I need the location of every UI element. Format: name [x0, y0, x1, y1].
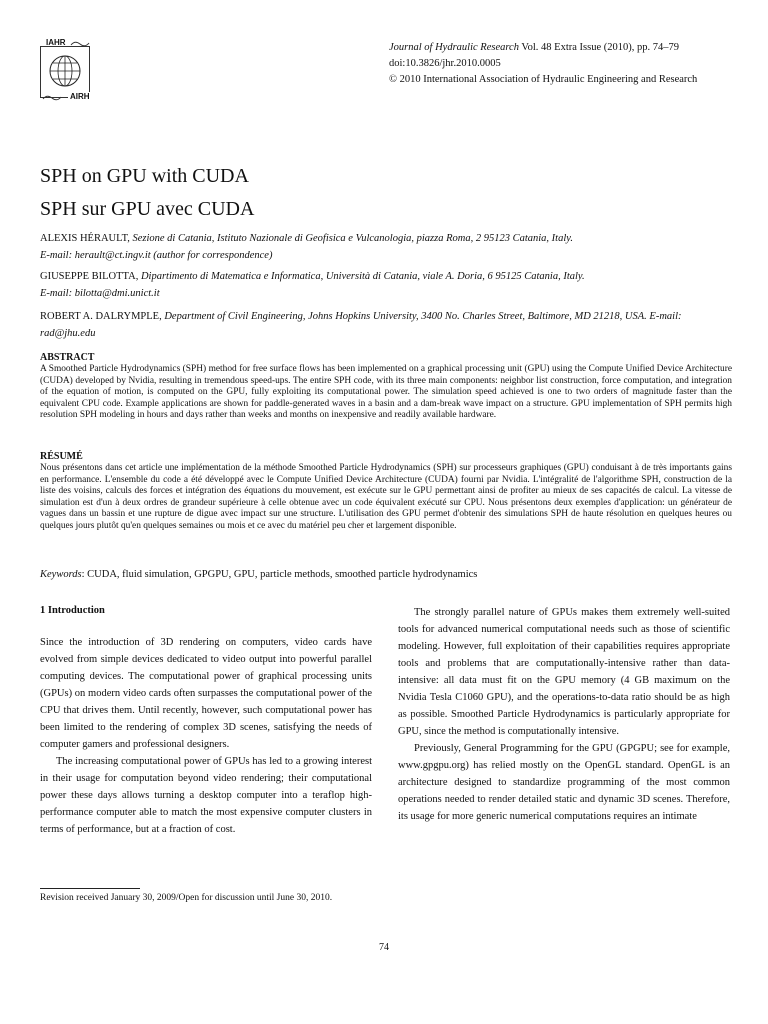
- resume-text: Nous présentons dans cet article une implémentation de la méthode Smoothed Particle Hydrodynamics (SPH) sur processeurs graphiques (GPU) conduisant à de très importants gains en performance. L'ensemble du code a été développé avec le Compute Unified Device Architecture (CUDA) fourni par Nvidia. L'intégralité de l'algorithme SPH, construction de la liste des voisins, calculs des forces et intégration des équations du mouvement, est exécute sur le GPU permettant ainsi de profiter au mieux de ses capacités de calcul. La vitesse de simulation est d'un à deux ordres de grandeur supérieure à celle obtenue avec un code équivalent exécuté sur CPU. Nous présentons deux exemples d'application: un générateur de vagues dans un bassin et une rupture de digue avec impact sur une structure. L'utilisation des GPU permet d'obtenir des simulations SPH de haute résolution en quelques heures ou quelques jours plutôt qu'en quelques semaines ou mois et ce avec du matériel peu cher et largement disponible.: [40, 463, 732, 531]
- footnote: Revision received January 30, 2009/Open for discussion until June 30, 2010.: [40, 893, 333, 903]
- author-name: ALEXIS HÉRAULT,: [40, 233, 130, 244]
- globe-icon: [48, 54, 82, 88]
- author-name: ROBERT A. DALRYMPLE,: [40, 311, 162, 322]
- abstract-text: A Smoothed Particle Hydrodynamics (SPH) method for free surface flows has been implemented on a graphical processing unit (GPU) using the Compute Unified Device Architecture (CUDA) developed by Nvidia, resulting in tremendous speed-ups. The entire SPH code, with its three main components: neighbor list construction, force computation, and integration of the equation of motion, is computed on the GPU, fully exploiting its computational power. The simulation speed achieved is one to two orders of magnitude faster than the equivalent CPU code. Example applications are shown for paddle-generated waves in a basin and a dam-break wave impact on a structure. GPU implementation of SPH permits high resolution SPH modeling in hours and days rather than weeks and months on inexpensive and readily available hardware.: [40, 364, 732, 421]
- paragraph: The strongly parallel nature of GPUs makes them extremely well-suited tools for advanced numerical computational needs such as those of scientific modeling. However, full exploitation of their capabilities requires appropriate tools and problems that are computationally-intensive rather than data-intensive: all data must fit on the GPU memory (4 GB maximum on the Nvidia Tesla C1060 GPU), and the operations-to-data ratio should be as high as possible. Smoothed Particle Hydrodynamics is particularly appropriate for GPU, since the method is computationally intensive.: [398, 607, 730, 737]
- author-affiliation: Department of Civil Engineering, Johns Hopkins University, 3400 No. Charles Street, Baltimore, MD 21218, USA. E-mail: rad@jhu.edu: [40, 311, 682, 339]
- paragraph: Previously, General Programming for the GPU (GPGPU; see for example, www.gpgpu.org) has relied mostly on the OpenGL standard. OpenGL is an architecture designed to standardize programming of the most common operations needed to render detailed static and dynamic 3D scenes. Therefore, its usage for more generic numerical computations requires an intimate: [398, 743, 730, 822]
- resume-heading: RÉSUMÉ: [40, 451, 83, 462]
- right-column: [398, 604, 730, 825]
- author-name: GIUSEPPE BILOTTA,: [40, 271, 139, 282]
- journal-doi: doi:10.3826/jhr.2010.0005: [389, 58, 501, 69]
- journal-name: Journal of Hydraulic Research: [389, 42, 519, 53]
- title-english: SPH on GPU with CUDA: [40, 165, 249, 187]
- left-column: [40, 634, 372, 838]
- wave-icon-bottom: [42, 94, 62, 102]
- logo-bottom-label: AIRH: [70, 92, 90, 101]
- page-number: 74: [379, 942, 389, 953]
- paragraph: The increasing computational power of GPUs has led to a growing interest in their usage for computation beyond video rendering; their computational power these days allows turning a desktop computer into a teraflop high-performance computer able to match the most expensive computer clusters in terms of performance, but at a fraction of cost.: [40, 756, 372, 835]
- journal-copyright: © 2010 International Association of Hydraulic Engineering and Research: [389, 74, 698, 85]
- author-affiliation: Sezione di Catania, Istituto Nazionale di Geofisica e Vulcanologia, piazza Roma, 2 95123 Catania, Italy.: [129, 233, 573, 244]
- author-2: [40, 268, 730, 302]
- footnote-rule: [40, 888, 140, 889]
- author-email: E-mail: herault@ct.ingv.it (author for correspondence): [40, 250, 273, 261]
- author-affiliation: Dipartimento di Matematica e Informatica, Università di Catania, viale A. Doria, 6 95125 Catania, Italy.: [138, 271, 585, 282]
- keywords-label: Keywords: [40, 569, 82, 580]
- journal-issue: Vol. 48 Extra Issue (2010), pp. 74–79: [518, 42, 679, 53]
- keywords-text: : CUDA, fluid simulation, GPGPU, GPU, particle methods, smoothed particle hydrodynamics: [81, 569, 478, 580]
- author-1: [40, 230, 730, 264]
- author-3: [40, 308, 730, 342]
- title-french: SPH sur GPU avec CUDA: [40, 198, 255, 220]
- paragraph: Since the introduction of 3D rendering on computers, video cards have evolved from simple devices dedicated to video output into powerful parallel computing devices. The computational power of graphical processing units (GPUs) on modern video cards often surpasses the computational power of the CPU that drives them. Until recently, however, such computational power has been limited to the rendering of complex 3D scenes, satisfying the needs of computer gamers and professional designers.: [40, 637, 372, 750]
- logo-top-label: IAHR: [46, 38, 66, 47]
- author-email: E-mail: bilotta@dmi.unict.it: [40, 288, 160, 299]
- section-title: 1 Introduction: [40, 605, 105, 616]
- keywords: [40, 569, 477, 580]
- wave-icon: [70, 40, 90, 48]
- journal-info: [389, 40, 734, 88]
- iahr-logo: [40, 38, 100, 100]
- abstract-heading: ABSTRACT: [40, 352, 95, 363]
